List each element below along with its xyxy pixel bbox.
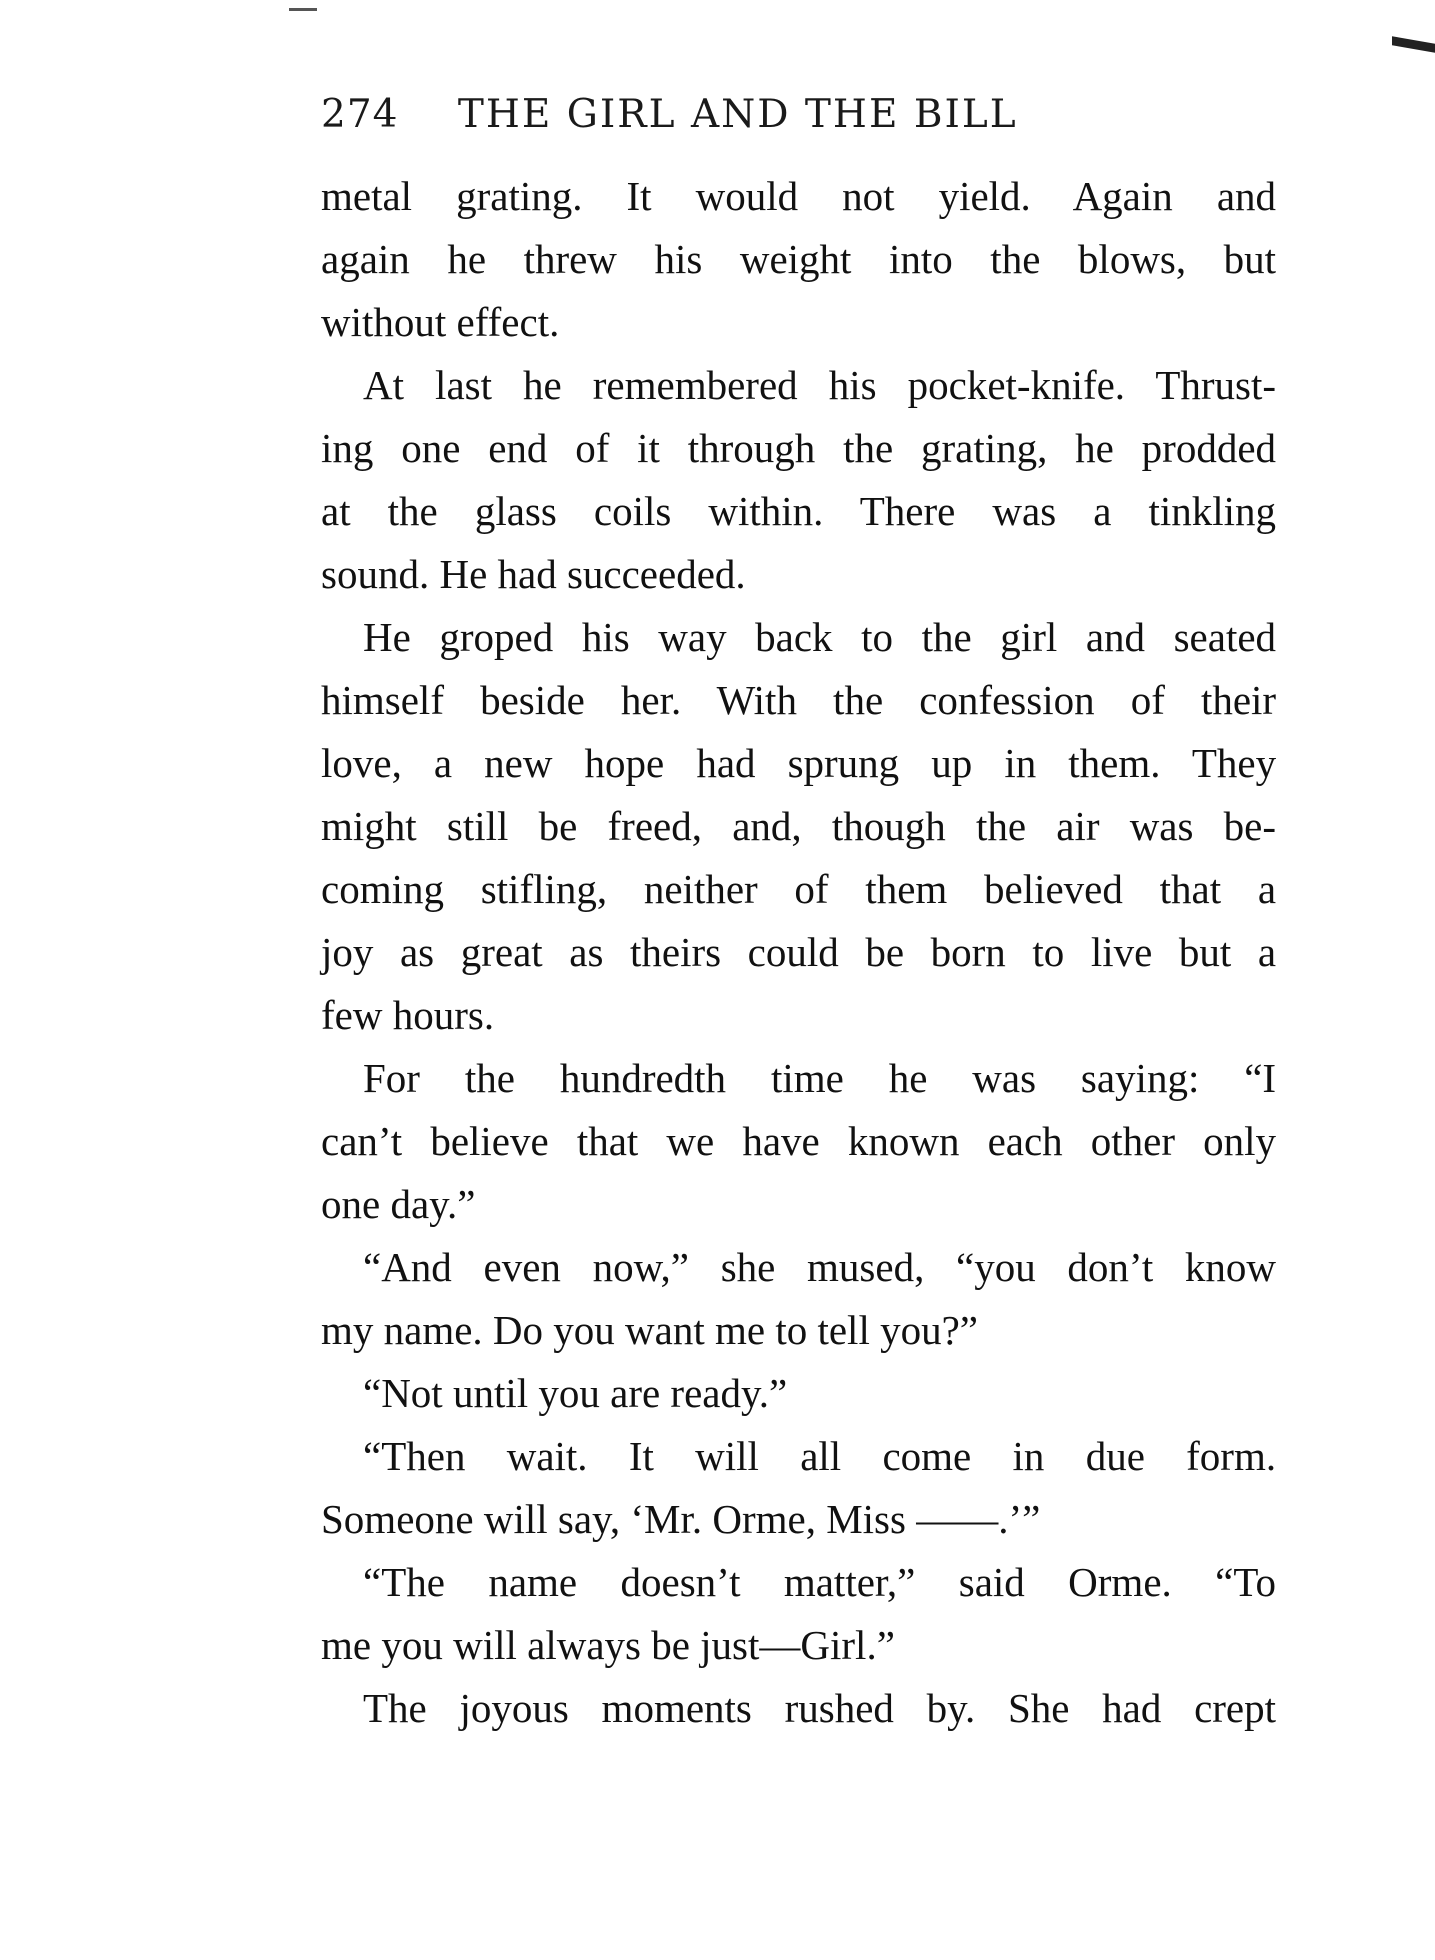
text-line: At last he remembered his pocket-knife. Thrust- [363,362,1277,408]
text-line: love, a new hope had sprung up in them. They [321,740,1277,786]
page-number: 274 [321,92,399,137]
scan-mark [1392,36,1435,53]
page-header [321,92,1281,152]
text-line: might still be freed, and, though the air was be- [321,803,1277,849]
running-title: THE GIRL AND THE BILL [457,92,1018,137]
body-text [321,165,1276,1740]
text-line: me you will always be just—Girl.” [321,1622,895,1668]
text-line: can’t believe that we have known each other only [321,1118,1277,1164]
text-line: For the hundredth time he was saying: “I [363,1055,1277,1101]
text-line: joy as great as theirs could be born to live but a [321,929,1277,975]
text-line: himself beside her. With the confession of their [321,677,1277,723]
text-line: metal grating. It would not yield. Again and [321,173,1277,219]
scan-mark [289,8,317,11]
text-line: coming stifling, neither of them believed that a [321,866,1277,912]
text-line: one day.” [321,1181,476,1227]
text-line: “Not until you are ready.” [363,1370,788,1416]
text-line: again he threw his weight into the blows, but [321,236,1277,282]
text-line: “And even now,” she mused, “you don’t know [363,1244,1277,1290]
text-line: my name. Do you want me to tell you?” [321,1307,978,1353]
text-line: sound. He had succeeded. [321,551,746,597]
text-line: ing one end of it through the grating, he prodded [321,425,1277,471]
text-line: Someone will say, ‘Mr. Orme, Miss ——.’” [321,1496,1041,1542]
text-line: “The name doesn’t matter,” said Orme. “To [363,1559,1277,1605]
text-line: at the glass coils within. There was a tinkling [321,488,1277,534]
text-line: “Then wait. It will all come in due form. [363,1433,1277,1479]
text-line: without effect. [321,299,560,345]
text-line: few hours. [321,992,495,1038]
text-line: The joyous moments rushed by. She had crept [363,1685,1277,1731]
text-line: He groped his way back to the girl and seated [363,614,1277,660]
